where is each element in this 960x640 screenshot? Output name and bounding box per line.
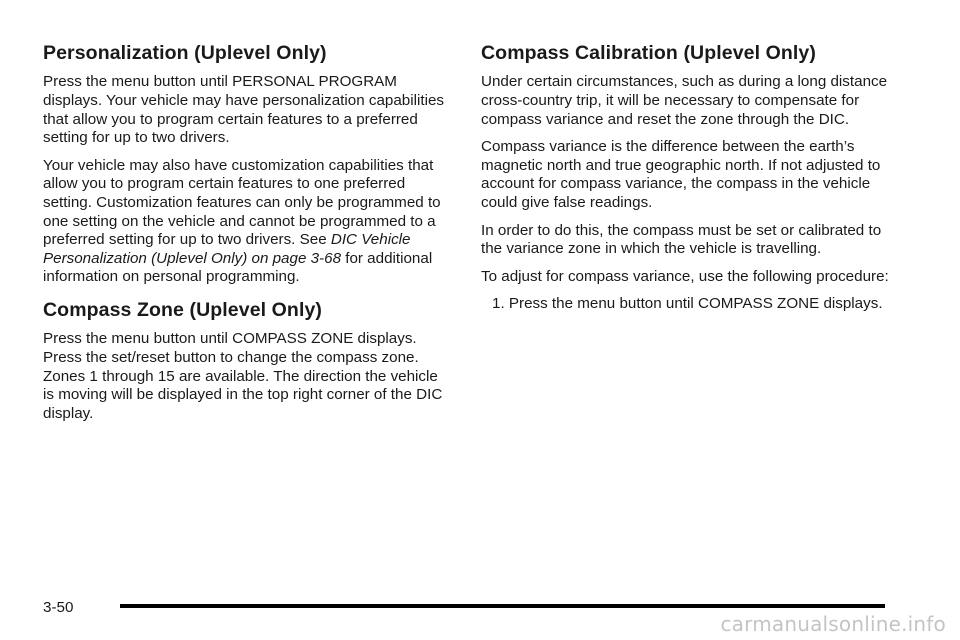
paragraph-compass-variance: Compass variance is the difference between the earth’s magnetic north and true geographic north. If not adjusted to account for compass variance, the compass in the vehicle could give false readings.: [481, 138, 881, 211]
paragraph-variance-zone: In order to do this, the compass must be set or calibrated to the variance zone in which the vehicle is travelling.: [481, 221, 882, 258]
paragraph-personal-program: Press the menu button until PERSONAL PROGRAM displays. Your vehicle may have personalization capabilities that allow you to program certain features to a preferred setting for up to two drivers.: [43, 73, 445, 147]
paragraph-circumstances: Under certain circumstances, such as during a long distance cross-country trip, it will be necessary to compensate for compass variance and reset the zone through the DIC.: [481, 73, 888, 128]
paragraph-customization: [43, 157, 453, 287]
paragraph-text: Your vehicle may also have customization capabilities that allow you to program certain features to one preferred setting. Customization features can only be programmed to one setting on the vehicle and cannot be programmed to a preferred setting for up to two drivers. See: [43, 156, 441, 249]
footer-rule: [120, 604, 885, 608]
paragraph-compass-zone: Press the menu button until COMPASS ZONE displays. Press the set/reset button to change the compass zone. Zones 1 through 15 are available. The direction the vehicle is moving will be displayed in the top right corner of the DIC display.: [43, 330, 443, 422]
page-number: 3-50: [43, 599, 74, 616]
procedure-step-1: 1. Press the menu button until COMPASS ZONE displays.: [492, 295, 883, 313]
cross-reference-link[interactable]: DIC Vehicle Personalization (Uplevel Only) on page 3-68: [43, 231, 411, 267]
section-heading-compass-zone: Compass Zone (Uplevel Only): [43, 298, 323, 321]
watermark: carmanualsonline.info: [720, 612, 946, 636]
paragraph-procedure-intro: To adjust for compass variance, use the following procedure:: [481, 267, 889, 285]
paragraph-text: for additional information on personal programming.: [43, 249, 433, 286]
section-heading-compass-calibration: Compass Calibration (Uplevel Only): [481, 42, 816, 64]
left-column: [43, 42, 453, 432]
right-column: [481, 42, 901, 323]
section-heading-personalization: Personalization (Uplevel Only): [43, 42, 327, 64]
